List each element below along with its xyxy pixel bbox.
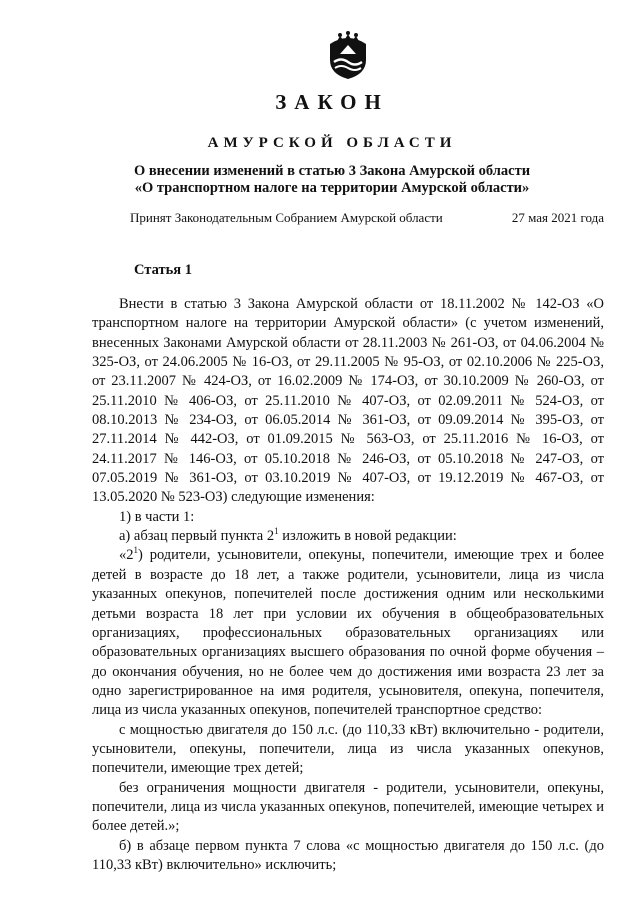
quote-number: «2 <box>119 547 134 564</box>
law-title: ЗАКОН <box>275 90 389 114</box>
adoption-date: 27 мая 2021 года <box>511 210 604 225</box>
item-a-text: а) абзац первый пункта 2 <box>119 528 275 545</box>
article-body <box>92 295 604 875</box>
article-intro: Внести в статью 3 Закона Амурской области от 18.11.2002 № 142-ОЗ «О транспортном налоге на территории Амурской области» (с учетом изменений, внесенных Законами Амурской области от 28.11.2003 № 261-ОЗ, от 04.06.2004 № 325-ОЗ, от 24.06.2005 № 16-ОЗ, от 29.11.2005 № 95-ОЗ, от 02.10.2006 № 225-ОЗ, от 23.11.2007 № 424-ОЗ, от 16.02.2009 № 174-ОЗ, от 30.10.2009 № 260-ОЗ, от 25.11.2010 № 406-ОЗ, от 25.11.2010 № 407-ОЗ, от 02.09.2011 № 524-ОЗ, от 08.10.2013 № 234-ОЗ, от 06.05.2014 № 361-ОЗ, от 09.09.2014 № 395-ОЗ, от 27.11.2014 № 442-ОЗ, от 01.09.2015 № 563-ОЗ, от 25.11.2016 № 16-ОЗ, от 24.11.2017 № 146-ОЗ, от 05.10.2018 № 246-ОЗ, от 05.10.2018 № 247-ОЗ, от 07.05.2019 № 361-ОЗ, от 03.10.2019 № 407-ОЗ, от 19.12.2019 № 467-ОЗ, от 13.05.2020 № 523-ОЗ) следующие изменения: <box>92 296 604 506</box>
region-name: АМУРСКОЙ ОБЛАСТИ <box>207 135 457 151</box>
quoted-paragraph <box>92 546 604 720</box>
item-a-text-end: изложить в новой редакции: <box>278 528 457 545</box>
power-limited-paragraph: с мощностью двигателя до 150 л.с. (до 110,33 кВт) включительно - родители, усыновители, опекуны, попечители, лица из числа указанных опекунов, попечители, имеющие трех детей; <box>92 721 604 777</box>
item-1: 1) в части 1: <box>119 508 195 525</box>
item-a <box>92 527 604 546</box>
amur-coat-of-arms-icon <box>326 30 370 80</box>
subject-line-2: «О транспортном налоге на территории Амурской области» <box>134 180 530 196</box>
item-b: б) в абзаце первом пункта 7 слова «с мощностью двигателя до 150 л.с. (до 110,33 кВт) включительно» исключить; <box>92 837 604 873</box>
law-subject <box>0 163 640 197</box>
subject-line-1: О внесении изменений в статью 3 Закона Амурской области <box>133 163 531 179</box>
adopted-by: Принят Законодательным Собранием Амурской области <box>130 210 443 225</box>
quote-text: ) родители, усыновители, опекуны, попечители, имеющие трех и более детей в возрасте до 18 лет, а также родители, усыновители, лица из числа указанных опекунов, попечителей после достижения одним или несколькими детьми возраста 18 лет при условии их обучения в общеобразовательных организациях, профессиональных образовательных организациях или образовательных организациях высшего образования по очной форме обучения – до окончания обучения, но не более чем до достижения ими возраста 23 лет за одно зарегистрированное на имя родителя, усыновителя, опекуна, попечителя, лица из числа указанных опекунов, попечителей транспортное средство: <box>92 547 604 719</box>
power-unlimited-paragraph: без ограничения мощности двигателя - родители, усыновители, опекуны, попечители, лица из числа указанных опекунов, попечителей, имеющие четырех и более детей.»; <box>92 779 604 835</box>
item-a-superscript: 1 <box>274 526 279 537</box>
article-heading: Статья 1 <box>134 262 192 278</box>
quote-superscript: 1 <box>133 545 138 556</box>
